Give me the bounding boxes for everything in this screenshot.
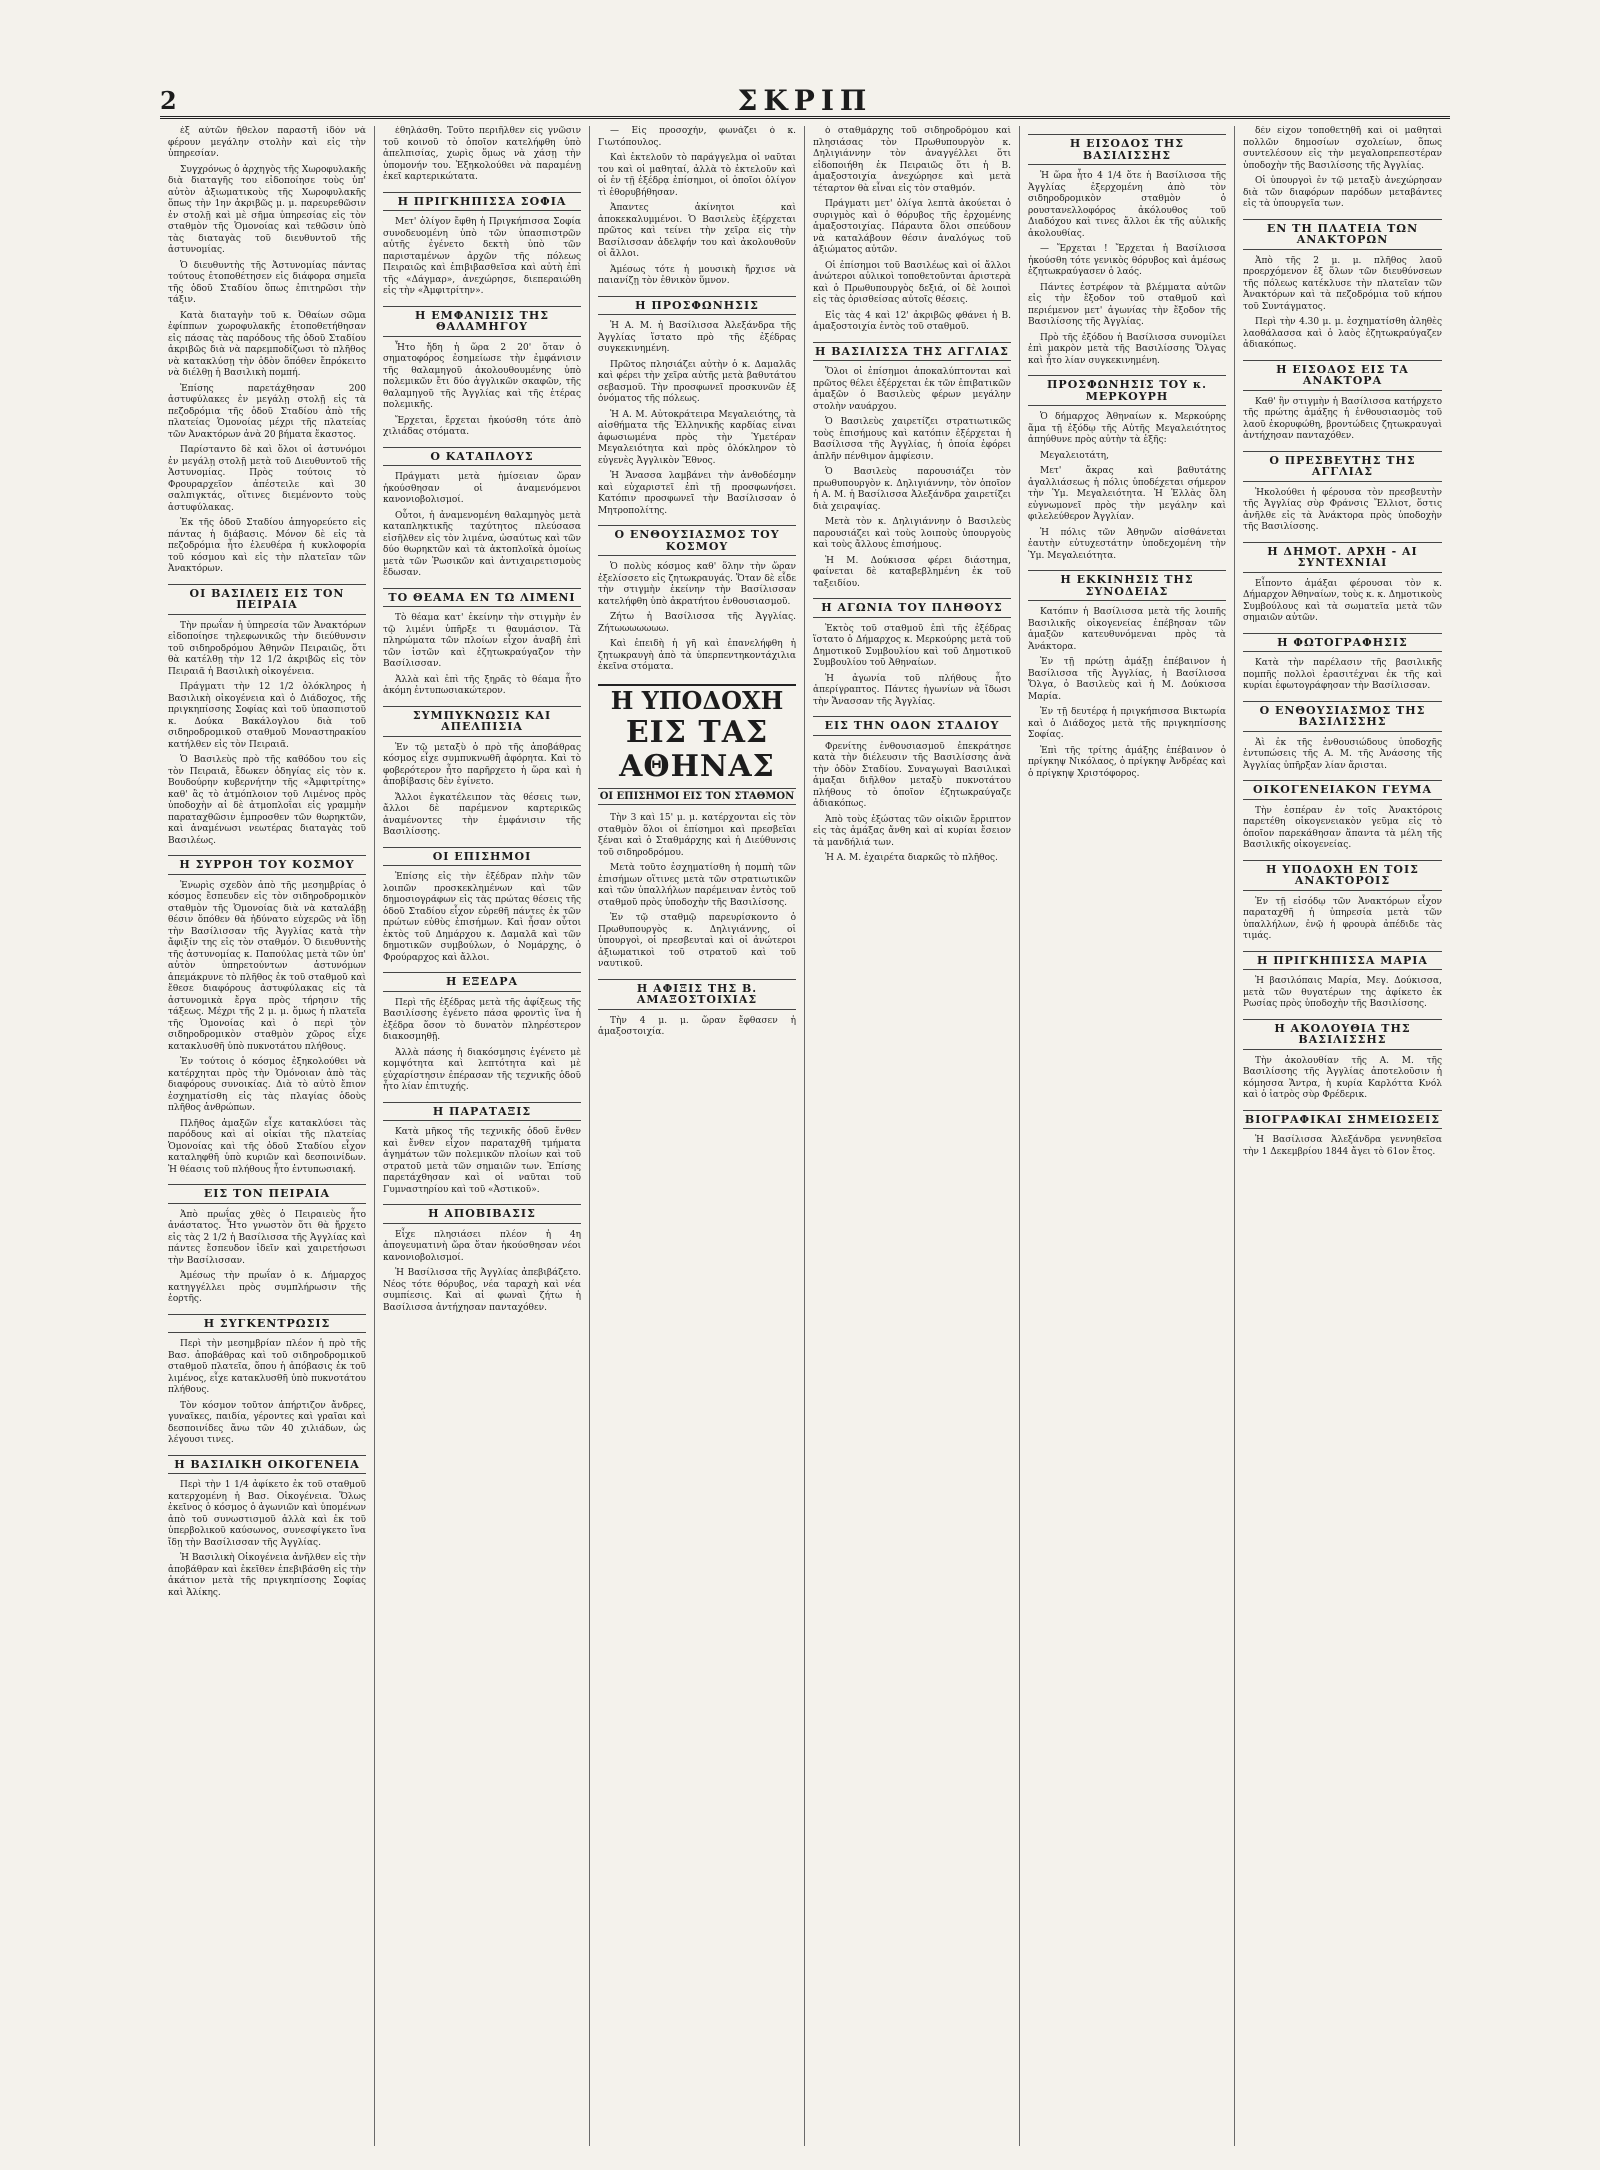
article-paragraph: Οἱ ὑπουργοὶ ἐν τῷ μεταξὺ ἀνεχώρησαν διὰ τῶν διαφόρων παρόδων μεταβάντες εἰς τὰ ὑπουργεῖα των. [1243,176,1442,209]
article-paragraph: Τὸ θέαμα κατ' ἐκείνην τὴν στιγμὴν ἐν τῷ λιμένι ὑπῆρξε τι θαυμάσιον. Τὰ πληρώματα τῶν πλοίων εἶχον ἀναβῆ ἐπὶ τῶν ἱστῶν καὶ ἐζητωκραύγαζον τὴν Βασίλισσαν. [383,613,581,669]
article-paragraph: Πράγματι τὴν 12 1/2 ὁλόκληρος ἡ Βασιλικὴ οἰκογένεια καὶ ὁ Διάδοχος, τῆς πριγκηπίσσης Σοφίας καὶ τοῦ ὑπασπιστοῦ κ. Δούκα Βακάλογλου διὰ τοῦ σιδηροδρομικοῦ σταθμοῦ Μοναστηρακίου κατήλθεν εἰς τὸν Πειραιᾶ. [168,682,366,750]
article-paragraph: Μετὰ τὸν κ. Δηλιγιάννην ὁ Βασιλεὺς παρουσιάζει καὶ τοὺς λοιποὺς ὑπουργοὺς καὶ τοὺς ἄλλους ἐπισήμους. [813,517,1011,550]
column-3 [590,126,805,2146]
article-paragraph: Ἄλλοι ἐγκατέλειπον τὰς θέσεις των, ἄλλοι δὲ παρέμενον καρτερικῶς ἀναμένοντες τὴν ἐμφάνισιν τῆς Βασιλίσσης. [383,792,581,837]
article-paragraph: Ἡ βασιλόπαις Μαρία, Μεγ. Δούκισσα, μετὰ τῶν θυγατέρων της ἀφίκετο ἐκ Ρωσίας πρὸς ὑποδοχὴν τῆς Βασιλίσσης. [1243,976,1442,1009]
article-paragraph: Καθ' ἣν στιγμὴν ἡ Βασίλισσα κατήρχετο τῆς πρώτης ἁμάξης ἡ ἐνθουσιασμὸς τοῦ λαοῦ ἐκορυφώθη, βροντώδεις ζητωκραυγαὶ ἀντήχησαν πανταχόθεν. [1243,396,1442,441]
article-paragraph: Ἐν τῷ σταθμῷ παρευρίσκοντο ὁ Πρωθυπουργὸς κ. Δηλιγιάννης, οἱ ὑπουργοὶ, οἱ πρεσβευταὶ καὶ οἱ ἀνώτεροι ἀξιωματικοὶ τοῦ στρατοῦ καὶ τοῦ ναυτικοῦ. [598,913,796,969]
section-title: Η ΠΡΟΣΦΩΝΗΣΙΣ [598,296,796,316]
article-paragraph: Περὶ τὴν 4.30 μ. μ. ἐσχηματίσθη ἀληθὲς λαοθάλασσα καὶ ὁ λαὸς ἐζητωκραύγαζεν ἀδιακόπως. [1243,317,1442,350]
article-paragraph: Τὴν ἑσπέραν ἐν τοῖς Ἀνακτόροις παρετέθη οἰκογενειακὸν γεῦμα εἰς τὸ ὁποῖον παρεκάθησαν ἅπαντα τὰ μέλη τῆς Βασιλικῆς οἰκογενείας. [1243,805,1442,850]
article-paragraph: Περὶ τὴν μεσημβρίαν πλέον ἡ πρὸ τῆς Βασ. ἀποβάθρας καὶ τοῦ σιδηροδρομικοῦ σταθμοῦ πλατεῖα, ὅπου ἡ ἀπόβασις ἐκ τοῦ λιμένος, εἶχε κατακλυσθῆ ὑπὸ πυκνοτάτου πλήθους. [168,1339,366,1395]
section-title: Η ΕΚΚΙΝΗΣΙΣ ΤΗΣ ΣΥΝΟΔΕΙΑΣ [1028,570,1226,601]
section-title: ΕΙΣ ΤΟΝ ΠΕΙΡΑΙΑ [168,1184,366,1204]
article-paragraph: Ἀλλὰ καὶ ἐπὶ τῆς ξηρᾶς τὸ θέαμα ἦτο ἀκόμη ἐντυπωσιακώτερον. [383,674,581,696]
section-title: ΟΙ ΒΑΣΙΛΕΙΣ ΕΙΣ ΤΟΝ ΠΕΙΡΑΙΑ [168,584,366,615]
section-title: Η ΑΚΟΛΟΥΘΙΑ ΤΗΣ ΒΑΣΙΛΙΣΣΗΣ [1243,1019,1442,1050]
section-title: Η ΒΑΣΙΛΙΣΣΑ ΤΗΣ ΑΓΓΛΙΑΣ [813,342,1011,362]
article-paragraph: ὁ σταθμάρχης τοῦ σιδηροδρόμου καὶ πλησιάσας τὸν Πρωθυπουργὸν κ. Δηλιγιάννην τὸν ἀναγγέλλει ὅτι εἰδοποιήθη ἐκ Πειραιῶς ὅτι ἡ Β. ἁμαξοστοιχία ἀνεχώρησε καὶ μετὰ τέταρτον θὰ εἶναι εἰς τὸν σταθμόν. [813,126,1011,194]
article-paragraph: Εἶποντο ἁμάξαι φέρουσαι τὸν κ. Δήμαρχον Ἀθηναίων, τοὺς κ. κ. Δημοτικοὺς Συμβούλους καὶ τὰ σωματεῖα μετὰ τῶν σημαιῶν αὐτῶν. [1243,578,1442,623]
column-5 [1020,126,1235,2146]
section-title: ΕΙΣ ΤΗΝ ΟΔΟΝ ΣΤΑΔΙΟΥ [813,716,1011,736]
article-paragraph: Ἡ Βασίλισσα τῆς Ἀγγλίας ἀπεβιβάζετο. Νέος τότε θόρυβος, νέα ταραχὴ καὶ νέα συμπίεσις. Καὶ αἱ φωναὶ ζήτω ἡ Βασίλισσα ἀντήχησαν πανταχόθεν. [383,1268,581,1313]
article-paragraph: Παρίσταντο δὲ καὶ ὅλοι οἱ ἀστυνόμοι ἐν μεγάλῃ στολῇ μετὰ τοῦ Διευθυντοῦ τῆς Ἀστυνομίας. Πρὸς τούτοις τὸ Φρουραρχεῖον ἀπέστειλε καὶ 30 σαλπιγκτάς, οἵτινες διεμένοντο τοὺς ἀστυφύλακας. [168,445,366,513]
column-2 [375,126,590,2146]
article-paragraph: Ζήτω ἡ Βασίλισσα τῆς Ἀγγλίας. Ζήτωωωωωωω. [598,612,796,634]
article-paragraph: Ἔρχεται, ἔρχεται ἠκούσθη τότε ἀπὸ χιλιάδας στόματα. [383,415,581,437]
article-paragraph: Ἀπὸ τῆς 2 μ. μ. πλῆθος λαοῦ προερχόμενον ἐξ ὅλων τῶν διευθύνσεων τῆς πόλεως κατέκλυσε τὴν πλατεῖαν τῶν Ἀνακτόρων καὶ τὰ πεζοδρόμια τοῦ κήπου τοῦ Συντάγματος. [1243,255,1442,312]
masthead [160,86,1450,119]
article-paragraph: Τὴν 4 μ. μ. ὥραν ἔφθασεν ἡ ἁμαξοστοιχία. [598,1015,796,1037]
article-paragraph: Ἀπαντες ἀκίνητοι καὶ ἀποκεκαλυμμένοι. Ὁ Βασιλεὺς ἐξέρχεται πρῶτος καὶ τείνει τὴν χεῖρα εἰς τὴν Βασίλισσαν ἀδελφήν του καὶ ἀκολουθοῦν οἱ ἄλλοι. [598,203,796,259]
section-title: ΣΥΜΠΥΚΝΩΣΙΣ ΚΑΙ ΑΠΕΛΠΙΣΙΑ [383,706,581,737]
section-title: Η ΣΥΓΚΕΝΤΡΩΣΙΣ [168,1314,366,1334]
article-paragraph: Τὸν κόσμον τοῦτον ἀπήρτιζον ἄνδρες, γυναῖκες, παιδία, γέροντες καὶ γραῖαι καὶ δεσποινίδες ἄνω τῶν 40 χιλιάδων, ὡς λέγουσι τινες. [168,1400,366,1445]
article-paragraph: Μετ' ἄκρας καὶ βαθυτάτης ἀγαλλιάσεως ἡ πόλις ὑποδέχεται σήμερον τὴν Ὑμ. Μεγαλειότητα. Ἡ Ἑλλὰς ὅλη εὐγνωμονεῖ πρὸς τὴν μεγάλην καὶ φιλελεύθερον Ἀγγλίαν. [1028,466,1226,522]
section-title: Ο ΠΡΕΣΒΕΥΤΗΣ ΤΗΣ ΑΓΓΛΙΑΣ [1243,451,1442,482]
article-paragraph: Ἐκ τῆς ὁδοῦ Σταδίου ἀπηγορεύετο εἰς πάντας ἡ διάβασις. Μόνον δὲ εἰς τὰ πεζοδρόμια ἦτο ἐλευθέρα ἡ κυκλοφορία τοῦ κόσμου καὶ εἰς τὴν πλατεῖαν τῶν Ἀνακτόρων. [168,518,366,574]
section-title: Η ΑΠΟΒΙΒΑΣΙΣ [383,1204,581,1224]
article-paragraph: Ἀλλὰ πάσης ἡ διακόσμησις ἐγένετο μὲ κομψότητα καὶ λεπτότητα καὶ μὲ εὐχαρίστησιν ἐπέρασαν τῆς τεχνικῆς ὁδοῦ ἦτο λίαν ἐπιτυχής. [383,1047,581,1092]
article-paragraph: Εἰς τὰς 4 καὶ 12' ἀκριβῶς φθάνει ἡ Β. ἁμαξοστοιχία ἐντὸς τοῦ σταθμοῦ. [813,310,1011,332]
article-paragraph: Ὁ πολὺς κόσμος καθ' ὅλην τὴν ὥραν ἐξελίσσετο εἰς ζητωκραυγάς. Ὅταν δὲ εἶδε τὴν στιγμὴν ἐκείνην τὴν Βασίλισσαν κατελήφθη ὑπὸ ἀκρατήτου ἐνθουσιασμοῦ. [598,562,796,607]
article-paragraph: Ἐπίσης παρετάχθησαν 200 ἀστυφύλακες ἐν μεγάλῃ στολῇ εἰς τὰ πεζοδρόμια τῆς ὁδοῦ Σταδίου ἀπὸ τῆς πλατείας Ὁμονοίας μέχρι τῆς πλατείας τῶν Ἀνακτόρων ἀνὰ 20 βήματα ἕκαστος. [168,383,366,440]
article-paragraph: Ἐνωρὶς σχεδὸν ἀπὸ τῆς μεσημβρίας ὁ κόσμος ἔσπευδεν εἰς τὸν σιδηροδρομικὸν σταθμὸν τῆς Ὁμονοίας διὰ νὰ καταλάβῃ θέσιν ὅπόθεν θὰ ἠδύνατο εὐχερῶς νὰ ἴδῃ τὴν Βασίλισσαν τῆς Ἀγγλίας κατὰ τὴν ἄφιξίν της εἰς τὸν σταθμόν. Ὁ διευθυντὴς τῆς ἀστυνομίας κ. Παπούλας μετὰ τῶν ὑπ' αὐτὸν ὑπηρετούντων ἀστυνόμων ἀπεμάκρυνε τὸ πλῆθος ἐκ τοῦ σταθμοῦ καὶ ἔθεσε διαφόρους ἀστυφύλακας εἰς τὰ ἀστυνομικὰ ἔργα πρὸς τήρησιν τῆς τάξεως. Μέχρι τῆς 2 μ. μ. ὅμως ἡ πλατεῖα τῆς Ὁμονοίας καὶ ὁ περὶ τὸν σιδηροδρομικὸν σταθμὸν χῶρος εἶχε κατακλυσθῆ ὑπὸ πυκνοτάτου πλήθους. [168,880,366,1052]
article-paragraph: Οἱ ἐπίσημοι τοῦ Βασιλέως καὶ οἱ ἄλλοι ἀνώτεροι αὐλικοὶ τοποθετοῦνται ἀριστερὰ καὶ ὁ Πρωθυπουργὸς δεξιά, οἱ δὲ λοιποὶ εἰς τὰς ὁρισθείσας αὐτοῖς θέσεις. [813,260,1011,305]
section-title: Η ΠΡΙΓΚΗΠΙΣΣΑ ΣΟΦΙΑ [383,192,581,212]
article-paragraph: ἐξ αὐτῶν ἤθελον παραστῆ ἰδόν νὰ φέρουν μεγάλην στολὴν καὶ εἰς τὴν ὑπηρεσίαν. [168,126,366,159]
article-paragraph: Πλῆθος ἀμαξῶν εἶχε κατακλύσει τὰς παρόδους καὶ αἱ οἰκίαι τῆς πλατείας Ὁμονοίας καὶ τῆς ὁδοῦ Σταδίου εἶχον καταληφθῆ ὑπὸ κυριῶν καὶ δεσποινίδων. Ἡ θέασις τοῦ πλήθους ἦτο ἐντυπωσιακή. [168,1118,366,1175]
section-title: Η ΕΙΣΟΔΟΣ ΕΙΣ ΤΑ ΑΝΑΚΤΟΡΑ [1243,360,1442,391]
article-paragraph: Τὴν 3 καὶ 15' μ. μ. κατέρχονται εἰς τὸν σταθμὸν ὅλοι οἱ ἐπίσημοι καὶ πρεσβεῖαι ξέναι καὶ ὁ Σταθμάρχης καὶ ἡ Διεύθυνσις τοῦ σιδηροδρόμου. [598,813,796,858]
article-paragraph: Ἡ ὥρα ἦτο 4 1/4 ὅτε ἡ Βασίλισσα τῆς Ἀγγλίας ἐξερχομένη ἀπὸ τὸν σιδηροδρομικὸν σταθμὸν ὁ ρουστανελλοφόρος ἀκόλουθος τοῦ Διαδόχου καὶ τινες ἄλλοι ἐκ τῆς αὐλικῆς ἀκολουθίας. [1028,171,1226,239]
section-title: ΒΙΟΓΡΑΦΙΚΑΙ ΣΗΜΕΙΩΣΕΙΣ [1243,1110,1442,1130]
article-paragraph: Εἶχε πλησιάσει πλέον ἡ 4η ἀπογευματινὴ ὥρα ὅταν ἠκούσθησαν νέοι κανονιοβολισμοί. [383,1229,581,1263]
section-title: Η ΥΠΟΔΟΧΗ ΕΝ ΤΟΙΣ ΑΝΑΚΤΟΡΟΙΣ [1243,860,1442,891]
main-headline [598,684,796,784]
article-paragraph: — Ἔρχεται ! Ἔρχεται ἡ Βασίλισσα ἠκούσθη τότε γενικὸς θόρυβος καὶ ἀμέσως ἐζητωκραύγασεν ὁ λαός. [1028,244,1226,277]
section-title: Η ΑΦΙΞΙΣ ΤΗΣ Β. ΑΜΑΞΟΣΤΟΙΧΙΑΣ [598,979,796,1010]
article-paragraph: Ἡ Α. Μ. ἐχαιρέτα διαρκῶς τὸ πλῆθος. [825,853,998,863]
section-title: ΕΝ ΤΗ ΠΛΑΤΕΙΑ ΤΩΝ ΑΝΑΚΤΟΡΩΝ [1243,219,1442,250]
article-paragraph: Μεγαλειοτάτη, [1040,450,1109,461]
article-paragraph: Καὶ ἐπειδὴ ἡ γῆ καὶ ἐπανελήφθη ἡ ζητωκραυγὴ ἀπὸ τὰ ὑπερπεντηκοντάχιλια ἐκεῖνα στόματα. [598,639,796,672]
article-paragraph: Ἡ Α. Μ. Αὐτοκράτειρα Μεγαλειότης, τὰ αἰσθήματα τῆς Ἑλληνικῆς καρδίας εἶναι ἀφωσιωμένα πρὸς τὴν Ὑμετέραν Μεγαλειότητα καὶ πρὸς ὁλόκληρον τὸ εὐγενὲς Ἀγγλικὸν Ἔθνος. [598,409,796,466]
section-title: Η ΒΑΣΙΛΙΚΗ ΟΙΚΟΓΕΝΕΙΑ [168,1455,366,1475]
section-title: Η ΠΑΡΑΤΑΞΙΣ [383,1102,581,1122]
article-paragraph: Ἐν τῇ δευτέρᾳ ἡ πριγκήπισσα Βικτωρία καὶ ὁ Διάδοχος μετὰ τῆς πριγκηπίσσης Σοφίας. [1028,707,1226,740]
article-paragraph: Πάντες ἐστρέφον τὰ βλέμματα αὐτῶν εἰς τὴν ἔξοδον τοῦ σταθμοῦ καὶ περιέμενον μετ' ἀγωνίας τὴν ἔξοδον τῆς Βασιλίσσης τῆς Ἀγγλίας. [1028,282,1226,327]
article-paragraph: Πράγματι μετὰ ἡμίσειαν ὥραν ἠκούσθησαν οἱ ἀναμενόμενοι κανονιοβολισμοί. [383,472,581,505]
section-title: ΟΙΚΟΓΕΝΕΙΑΚΟΝ ΓΕΥΜΑ [1243,780,1442,800]
article-paragraph: δὲν εἶχον τοποθετηθῆ καὶ οἱ μαθηταὶ πολλῶν δημοσίων σχολείων, ὅπως συντελέσουν εἰς τὴν μεγαλοπρεπεστέραν ὑποδοχὴν τῆς Βασιλίσσης τῆς Ἀγγλίας. [1243,126,1442,171]
article-paragraph: Ἡ Βασιλικὴ Οἰκογένεια ἀνῆλθεν εἰς τὴν ἀποβάθραν καὶ ἐκεῖθεν ἐπεβιβάσθη εἰς τὴν ἀκάτιον μετὰ τῆς πριγκηπίσσης Σοφίας καὶ Ἀλίκης. [168,1553,366,1598]
article-paragraph: Κατὰ διαταγὴν τοῦ κ. Ὀθαίων σῶμα ἐφίππων χωροφυλακῆς ἐτοποθετήθησαν εἰς πάσας τὰς παρόδους τῆς ὁδοῦ Σταδίου ἀκριβῶς διὰ νὰ παρεμποδίζωσι τὸ πλῆθος νὰ κατακλύσῃ τὴν ὁδὸν ὅπόθεν ἔπρόκειτο νὰ διέλθῃ ἡ Βασιλικὴ πομπή. [168,310,366,378]
article-paragraph: Φρενίτης ἐνθουσιασμοῦ ἐπεκράτησε κατὰ τὴν διέλευσιν τῆς Βασιλίσσης ἀνὰ τὴν ὁδὸν Σταδίου. Συναγωγαὶ Βασιλικαὶ ἁμαξαι διῆλθον μεταξὺ πυκνοτάτου πλήθους τὸ ὁποῖον ἐζητωκραύγαζε ἀδιακόπως. [813,741,1011,809]
section-title: Η ΔΗΜΟΤ. ΑΡΧΗ - ΑΙ ΣΥΝΤΕΧΝΙΑΙ [1243,542,1442,573]
article-paragraph: Ὁ διευθυντὴς τῆς Ἀστυνομίας πάντας τούτους ἐτοποθέτησεν εἰς διάφορα σημεῖα τῆς ὁδοῦ Σταδίου ὅπως ἐπιτηρῶσι τὴν τάξιν. [168,260,366,305]
article-paragraph: Κατὰ μῆκος τῆς τεχνικῆς ὁδοῦ ἔνθεν καὶ ἔνθεν εἶχον παραταχθῆ τμήματα ἀγημάτων τῶν πολεμικῶν πλοίων καὶ τοῦ στρατοῦ μετὰ τῶν σημαιῶν των. Ἐπίσης παρετάχθησαν καὶ οἱ ναῦται τοῦ Γυμναστηρίου καὶ τοῦ «Ἀστικοῦ». [383,1127,581,1195]
article-paragraph: Ἐν τούτοις ὁ κόσμος ἐξηκολούθει νὰ κατέρχηται πρὸς τὴν Ὁμόνοιαν ἀπὸ τὰς διαφόρους συνοικίας. Διὰ τὸ αὐτὸ ἔπιον ἐσχηματίσθη εἰς τὰς πλαγίας ὁδοὺς πλῆθος ἀνθρώπων. [168,1057,366,1113]
article-paragraph: Πρὸ τῆς ἐξόδου ἡ Βασίλισσα συνομίλει ἐπὶ μακρὸν μετὰ τῆς Βασιλίσσης Ὄλγας καὶ ἦτο λίαν συγκεκινημένη. [1028,332,1226,366]
article-paragraph: Ἀπὸ πρωΐας χθὲς ὁ Πειραιεὺς ἦτο ἀνάστατος. Ἦτο γνωστὸν ὅτι θὰ ἤρχετο εἰς τὰς 2 1/2 ἡ Βασίλισσα τῆς Ἀγγλίας καὶ πάντες ἔσπευδον ἰδεῖν καὶ χαιρετήσωσι τὴν Βασίλισσαν. [168,1209,366,1266]
article-paragraph: Ἀμέσως τότε ἡ μουσικὴ ἤρχισε νὰ παιανίζῃ τὸν ἐθνικὸν ὕμνον. [598,264,796,286]
article-paragraph: Ἐκτὸς τοῦ σταθμοῦ ἐπὶ τῆς ἐξέδρας ἵστατο ὁ Δήμαρχος κ. Μερκούρης μετὰ τοῦ Δημοτικοῦ Συμβουλίου καὶ τοῦ Δημοτικοῦ Συμβουλίου τοῦ Ἀθηναίων. [813,623,1011,668]
headline-line-1: Η ΥΠΟΔΟΧΗ [610,685,784,715]
article-paragraph: Ἡ Μ. Δούκισσα φέρει διάστημα, φαίνεται δὲ καταβεβλημένη ἐκ τοῦ ταξειδίου. [813,555,1011,589]
article-paragraph: Ἀπὸ τοὺς ἐξώστας τῶν οἰκιῶν ἔρριπτον εἰς τὰς ἁμάξας ἄνθη καὶ αἱ κυρίαι ἔσειον τὰ μανδήλιά των. [813,814,1011,848]
section-title: Η ΑΓΩΝΙΑ ΤΟΥ ΠΛΗΘΟΥΣ [813,598,1011,618]
article-paragraph: Συγχρόνως ὁ ἀρχηγὸς τῆς Χωροφυλακῆς διὰ διαταγῆς του εἰδοποίησε τοὺς ὑπ' αὐτὸν ἀξιωματικοὺς τῆς Χωροφυλακῆς ὅπως τὴν 1ην ἀκριβῶς μ. μ. παρευρεθῶσιν ἐν στολῇ καὶ μὲ σῆμα ὑπηρεσίας εἰς τὸν σταθμὸν τῆς Ὁμονοίας καὶ τεθῶσιν ὑπὸ τὰς διαταγὰς τοῦ διευθυντοῦ τῆς ἀστυνομίας. [168,164,366,255]
article-paragraph: Ἠκολούθει ἡ φέρουσα τὸν πρεσβευτὴν τῆς Ἀγγλίας σὺρ Φράνσις Ἔλλιοτ, ὅστις ἀνῆλθε εἰς τὰ Ἀνάκτορα πρὸς ὑποδοχὴν τῆς Βασιλίσσης. [1243,487,1442,532]
article-paragraph: Πρῶτος πλησιάζει αὐτὴν ὁ κ. Δαμαλᾶς καὶ φέρει τὴν χεῖρα αὐτῆς μετὰ βαθυτάτου σεβασμοῦ. Τὴν προσφωνεῖ προσκυνῶν ἐξ ὀνόματος τῆς πόλεως. [598,359,796,404]
article-paragraph: Καὶ ἐκτελοῦν τὸ παράγγελμα οἱ ναῦται του καὶ οἱ μαθηταί, ἀλλὰ τὸ ἐκτελοῦν καὶ οἱ ἐν τῇ ἐξέδρᾳ ἐπίσημοι, οἱ ὁποῖοι ὀλίγον τὶ ἐθορυβήθησαν. [598,153,796,198]
article-paragraph: Τὴν πρωΐαν ἡ ὑπηρεσία τῶν Ἀνακτόρων εἰδοποίησε τηλεφωνικῶς τὴν διεύθυνσιν τοῦ σιδηροδρόμου Ἀθηνῶν Πειραιῶς, ὅτι θὰ κατέλθῃ τὴν 12 1/2 ἀκριβῶς εἰς τὸν Πειραιᾶ ἡ Βασιλικὴ οἰκογένεια. [168,620,366,677]
page-number: 2 [160,86,177,115]
article-columns [160,126,1450,2146]
article-paragraph: — Εἰς προσοχήν, φωνάζει ὁ κ. Γιωτόπουλος. [598,126,796,148]
article-paragraph: Τὴν ἀκολουθίαν τῆς Α. Μ. τῆς Βασιλίσσης τῆς Ἀγγλίας ἀποτελοῦσιν ἡ κόμησσα Ἄντρα, ἡ κυρία Καρλόττα Κνόλ καὶ ὁ ἰατρὸς σὺρ Φρέδερικ. [1243,1055,1442,1100]
column-1 [160,126,375,2146]
article-paragraph: Ἡ ἀγωνία τοῦ πλήθους ἦτο ἀπερίγραπτος. Πάντες ἠγωνίων νὰ ἴδωσι τὴν Ἄνασσαν τῆς Ἀγγλίας. [813,673,1011,707]
article-paragraph: Ἐν τῷ μεταξὺ ὁ πρὸ τῆς ἀποβάθρας κόσμος εἶχε συμπυκνωθῆ ἀφόρητα. Καὶ τὸ φοβερότερον ἦτο παρῆρχετο ἡ ὥρα καὶ ἡ ἀποβίβασις δὲν ἐγίνετο. [383,742,581,787]
newspaper-name: ΣΚΡΙΠ [737,84,873,117]
section-title: Η ΣΥΡΡΟΗ ΤΟΥ ΚΟΣΜΟΥ [168,855,366,875]
article-paragraph: Ἐπὶ τῆς τρίτης ἁμάξης ἐπέβαινον ὁ πρίγκηψ Νικόλαος, ὁ πρίγκηψ Ἀνδρέας καὶ ὁ πρίγκηψ Χριστόφορος. [1028,745,1226,779]
article-paragraph: Κατὰ τὴν παρέλασιν τῆς βασιλικῆς πομπῆς πολλοὶ ἐρασιτέχναι ἐκ τῆς καὶ κυρίαι ἐφωτογράφησαν τὴν Βασίλισσαν. [1243,658,1442,691]
section-title: Η ΦΩΤΟΓΡΑΦΗΣΙΣ [1243,633,1442,653]
section-title: ΤΟ ΘΕΑΜΑ ΕΝ ΤΩ ΛΙΜΕΝΙ [383,588,581,608]
section-title: Η ΕΞΕΔΡΑ [383,972,581,992]
article-paragraph: Ἐπίσης εἰς τὴν ἐξέδραν πλὴν τῶν λοιπῶν προσκεκλημένων καὶ τῶν δημοσιογράφων εἰς τὰς πρώτας θέσεις τῆς ὁδοῦ Σταδίου εἶχον εὑρεθῆ πάντες ἐκ τῶν πρώτων εὐθὺς ἐπισήμων. Καὶ ἦσαν οὗτοι ἐκτὸς τοῦ Δημάρχου κ. Δαμαλᾶ καὶ τῶν δημοτικῶν συμβούλων, ὁ Νομάρχης, ὁ Φρούραρχος καὶ ἄλλοι. [383,872,581,963]
article-paragraph: Ὅλοι οἱ ἐπίσημοι ἀποκαλύπτονται καὶ πρῶτος θέλει ἐξέρχεται ἐκ τῶν ἐπιβατικῶν ἀμαξῶν ὁ Βασιλεὺς φέρων μεγάλην στολὴν ναυάρχου. [813,367,1011,412]
headline-line-2: ΕΙΣ ΤΑΣ ΑΘΗΝΑΣ [619,714,775,784]
article-paragraph: Οὗτοι, ἡ ἀναμενομένη θαλαμηγὸς μετὰ καταπληκτικῆς ταχύτητος πλεύσασα εἰσῆλθεν εἰς τὸν λιμένα, ὡσαύτως καὶ τῶν δύο θωρηκτῶν καὶ τὰ ἀκτοπλοϊκὰ ὁμοίως μετὰ τῶν Ῥωσικῶν καὶ ἀντιχαιρετισμοὺς ἔδωσαν. [383,510,581,578]
article-paragraph: Ἀμέσως τὴν πρωΐαν ὁ κ. Δήμαρχος κατηγγέλλει πρὸς συμπλήρωσιν τῆς ἑορτῆς. [168,1271,366,1304]
article-paragraph: ἐθηλάσθη. Τοῦτο περιῆλθεν εἰς γνῶσιν τοῦ κοινοῦ τὸ ὁποῖον κατελήφθη ὑπὸ ἀπελπισίας, χωρὶς ὅμως νὰ χάσῃ τὴν ὑπομονήν του. Ἐξηκολούθει νὰ παραμένῃ ἐκεῖ καρτερικώτατα. [383,126,581,182]
section-title: ΠΡΟΣΦΩΝΗΣΙΣ ΤΟΥ κ. ΜΕΡΚΟΥΡΗ [1028,375,1226,406]
article-paragraph: Ὁ Βασιλεὺς χαιρετίζει στρατιωτικῶς τοὺς ἐπισήμους καὶ κατόπιν ἐξέρχεται ἡ Βασίλισσα τῆς Ἀγγλίας, ἡ ὁποία ἐφόρει ἀπλῆν πένθιμον ἀμφίεσιν. [813,417,1011,462]
article-paragraph: Ἡ Βασίλισσα Ἀλεξάνδρα γεννηθεῖσα τὴν 1 Δεκεμβρίου 1844 ἄγει τὸ 61ον ἔτος. [1243,1135,1442,1157]
article-paragraph: Ὁ δήμαρχος Ἀθηναίων κ. Μερκούρης ἅμα τῇ ἐξόδῳ τῆς Αὐτῆς Μεγαλειότητος ἀπηύθυνε πρὸς αὐτὴν τὰ ἑξῆς: [1028,412,1226,445]
article-paragraph: Μετὰ τοῦτο ἐσχηματίσθη ἡ πομπὴ τῶν ἐπισήμων οἵτινες μετὰ τῶν στρατιωτικῶν καὶ τῶν ὑπαλλήλων παρέμειναν ἐντὸς τοῦ σταθμοῦ πρὸς ὑποδοχὴν τῆς Βασιλίσσης. [598,863,796,908]
article-paragraph: Περὶ τὴν 1 1/4 ἀφίκετο ἐκ τοῦ σταθμοῦ κατερχομένη ἡ Βασ. Οἰκογένεια. Ὅλως ἐκεῖνος ὁ κόσμος ὁ ἀγωνιῶν καὶ ὑπομένων ἀπὸ τοῦ συνωστισμοῦ ἀλλὰ καὶ ἐκ τοῦ ὑπερβολικοῦ καύσωνος, συνεσφίγκετο ἵνα ἴδῃ τὴν Βασίλισσαν τῆς Ἀγγλίας. [168,1480,366,1548]
article-paragraph: Ὁ Βασιλεὺς παρουσιάζει τὸν πρωθυπουργὸν κ. Δηλιγιάννην, τὸν ὁποῖον ἡ Α. Μ. ἡ Βασίλισσα Ἀλεξάνδρα χαιρετίζει διὰ χειραψίας. [813,467,1011,512]
section-title: ΟΙ ΕΠΙΣΗΜΟΙ [383,847,581,867]
article-paragraph: Ἡ Α. Μ. ἡ Βασίλισσα Ἀλεξάνδρα τῆς Ἀγγλίας ἵστατο πρὸ τῆς ἐξέδρας συγκεκινημένη. [598,321,796,354]
column-4 [805,126,1020,2146]
article-paragraph: Ἀὶ ἐκ τῆς ἐνθουσιώδους ὑποδοχῆς ἐντυπώσεις τῆς Α. Μ. τῆς Ἀνάσσης τῆς Ἀγγλίας ὑπῆρξαν λίαν ἄρισται. [1243,737,1442,771]
article-paragraph: Ἡ Ἄνασσα λαμβάνει τὴν ἀνθοδέσμην καὶ εὐχαριστεῖ ἐπὶ τῇ προσφωνήσει. Κατόπιν προσφωνεῖ τὴν Βασίλισσαν ὁ Μητροπολίτης. [598,471,796,516]
article-paragraph: Κατόπιν ἡ Βασίλισσα μετὰ τῆς λοιπῆς Βασιλικῆς οἰκογενείας ἐπέβησαν τῶν ἁμαξῶν κατευθυνόμεναι πρὸς τὰ Ἀνάκτορα. [1028,607,1226,652]
article-paragraph: Μετ' ὀλίγον ἔφθη ἡ Πριγκήπισσα Σοφία συνοδευομένη ὑπὸ τῶν ὑπασπιστρῶν αὐτῆς ἐγένετο δεκτὴ ὑπὸ τῶν παρισταμένων ἀρχῶν τῆς πόλεως Πειραιῶς καὶ ἐπιβιβασθεῖσα καὶ αὐτὴ ἐπὶ τῆς «Δάγμαρ», ἀνεχώρησε, διεπεραιώθη εἰς τὴν «Ἀμφιτρίτην». [383,217,581,296]
article-paragraph: Ἐν τῇ πρώτῃ ἁμάξῃ ἐπέβαινον ἡ Βασίλισσα τῆς Ἀγγλίας, ἡ Βασίλισσα Ὄλγα, ὁ Βασιλεὺς καὶ ἡ Μ. Δούκισσα Μαρία. [1028,657,1226,702]
section-title: Ο ΕΝΘΟΥΣΙΑΣΜΟΣ ΤΗΣ ΒΑΣΙΛΙΣΣΗΣ [1243,701,1442,732]
article-paragraph: Ἦτο ἤδη ἡ ὥρα 2 20' ὅταν ὁ σηματοφόρος ἐσημείωσε τὴν ἐμφάνισιν τῆς θαλαμηγοῦ ἀκολουθουμένης ὑπὸ πολεμικῶν ἔτι δύο ἀγγλικῶν σκαφῶν, τῆς θαλαμηγοῦ τῆς Ἀγγλίας καὶ τῆς ἑτέρας πολεμικῆς. [383,342,581,410]
article-paragraph: Περὶ τῆς ἐξέδρας μετὰ τῆς ἀφίξεως τῆς Βασιλίσσης ἐγένετο πάσα φροντὶς ἵνα ἡ ἐξέδρα ὅσον τὸ δυνατὸν πληρέστερον διακοσμηθῇ. [383,997,581,1042]
section-title: Η ΕΙΣΟΔΟΣ ΤΗΣ ΒΑΣΙΛΙΣΣΗΣ [1028,134,1226,165]
section-title: Ο ΕΝΘΟΥΣΙΑΣΜΟΣ ΤΟΥ ΚΟΣΜΟΥ [598,525,796,556]
article-paragraph: Ὁ Βασιλεὺς πρὸ τῆς καθόδου του εἰς τὸν Πειραιᾶ, ἔδωκεν ὁδηγίας εἰς τὸν κ. Βουδούρην κυβερνήτην τῆς «Ἀμφιτρίτης» καθ' ἃς τὸ ἀτμόπλοιον τοῦ Λιμένος πρὸς ὑποδοχὴν αἱ δὲ ἀτμοπλοΐαι εἰς γραμμὴν παραταχθῶσιν ἐμπροσθεν τῶν θωρηκτῶν, καὶ ἀναμένωσι νεωτέρας διαταγὰς τοῦ Βασιλέως. [168,755,366,846]
subheadline: ΟΙ ΕΠΙΣΗΜΟΙ ΕΙΣ ΤΟΝ ΣΤΑΘΜΟΝ [598,788,796,806]
article-paragraph: Πράγματι μετ' ὀλίγα λεπτὰ ἀκούεται ὁ συριγμὸς καὶ ὁ θόρυβος τῆς ἐρχομένης ἁμαξοστοιχίας. Πάραυτα ὅλοι σπεύδουν νὰ καταλάβουν θέσιν ἀναλόγως τοῦ ἀξιώματος αὐτῶν. [813,199,1011,255]
column-6 [1235,126,1450,2146]
section-title: Ο ΚΑΤΑΠΛΟΥΣ [383,447,581,467]
article-paragraph: Ἐν τῇ εἰσόδῳ τῶν Ἀνακτόρων εἶχον παραταχθῆ ἡ ὑπηρεσία μετὰ τῶν ὑπαλλήλων, ἐνῷ ἡ φρουρὰ ἀπέδιδε τὰς τιμάς. [1243,896,1442,941]
section-title: Η ΕΜΦΑΝΙΣΙΣ ΤΗΣ ΘΑΛΑΜΗΓΟΥ [383,306,581,337]
article-paragraph: Ἡ πόλις τῶν Ἀθηνῶν αἰσθάνεται ἐαυτὴν εὐτυχεστάτην ὑποδεχομένη τὴν Ὑμ. Μεγαλειότητα. [1028,527,1226,561]
section-title: Η ΠΡΙΓΚΗΠΙΣΣΑ ΜΑΡΙΑ [1243,951,1442,971]
